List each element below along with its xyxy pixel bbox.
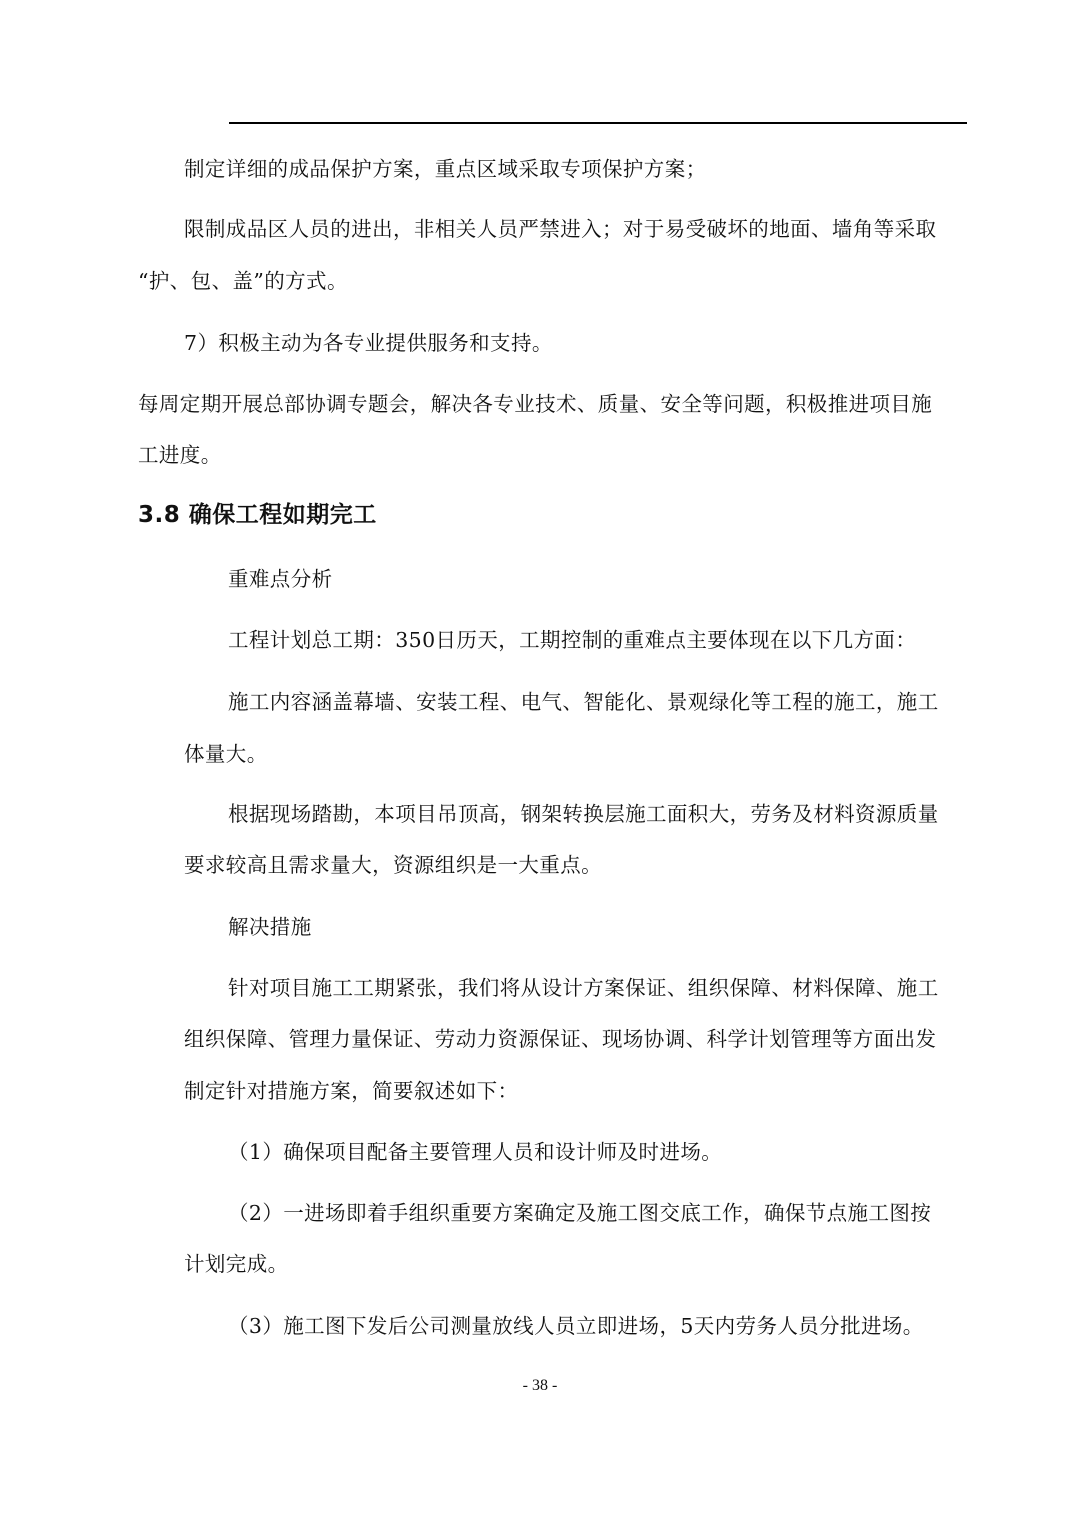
page-number: - 38 -	[522, 1377, 558, 1394]
paragraph-line: 组织保障、管理力量保证、劳动力资源保证、现场协调、科学计划管理等方面出发	[184, 1027, 937, 1051]
paragraph-line: 根据现场踏勘，本项目吊顶高，钢架转换层施工面积大，劳务及材料资源质量	[228, 802, 939, 826]
subheading-difficulty-analysis: 重难点分析	[228, 567, 333, 591]
paragraph-line: 工进度。	[138, 443, 222, 467]
paragraph-line: 7）积极主动为各专业提供服务和支持。	[184, 331, 553, 355]
paragraph-line: 制定针对措施方案，简要叙述如下：	[184, 1079, 519, 1103]
paragraph-line: 体量大。	[184, 742, 268, 766]
section-heading: 3.8 确保工程如期完工	[138, 502, 377, 528]
list-item: （2）一进场即着手组织重要方案确定及施工图交底工作，确保节点施工图按	[228, 1201, 932, 1225]
subheading-solutions: 解决措施	[228, 915, 312, 939]
paragraph-line: 每周定期开展总部协调专题会，解决各专业技术、质量、安全等问题，积极推进项目施	[138, 392, 933, 416]
paragraph-line: 要求较高且需求量大，资源组织是一大重点。	[184, 853, 602, 877]
list-item-continuation: 计划完成。	[184, 1252, 289, 1276]
paragraph-line: 施工内容涵盖幕墙、安装工程、电气、智能化、景观绿化等工程的施工，施工	[228, 690, 939, 714]
header-rule	[229, 122, 967, 124]
paragraph-line: 工程计划总工期：350日历天，工期控制的重难点主要体现在以下几方面：	[228, 628, 917, 652]
paragraph-line: 针对项目施工工期紧张，我们将从设计方案保证、组织保障、材料保障、施工	[228, 976, 939, 1000]
paragraph-line: “护、包、盖”的方式。	[138, 269, 348, 293]
paragraph-line: 制定详细的成品保护方案，重点区域采取专项保护方案；	[184, 157, 707, 181]
list-item: （3）施工图下发后公司测量放线人员立即进场，5天内劳务人员分批进场。	[228, 1314, 924, 1338]
list-item: （1）确保项目配备主要管理人员和设计师及时进场。	[228, 1140, 723, 1164]
paragraph-line: 限制成品区人员的进出，非相关人员严禁进入；对于易受破坏的地面、墙角等采取	[184, 217, 937, 241]
